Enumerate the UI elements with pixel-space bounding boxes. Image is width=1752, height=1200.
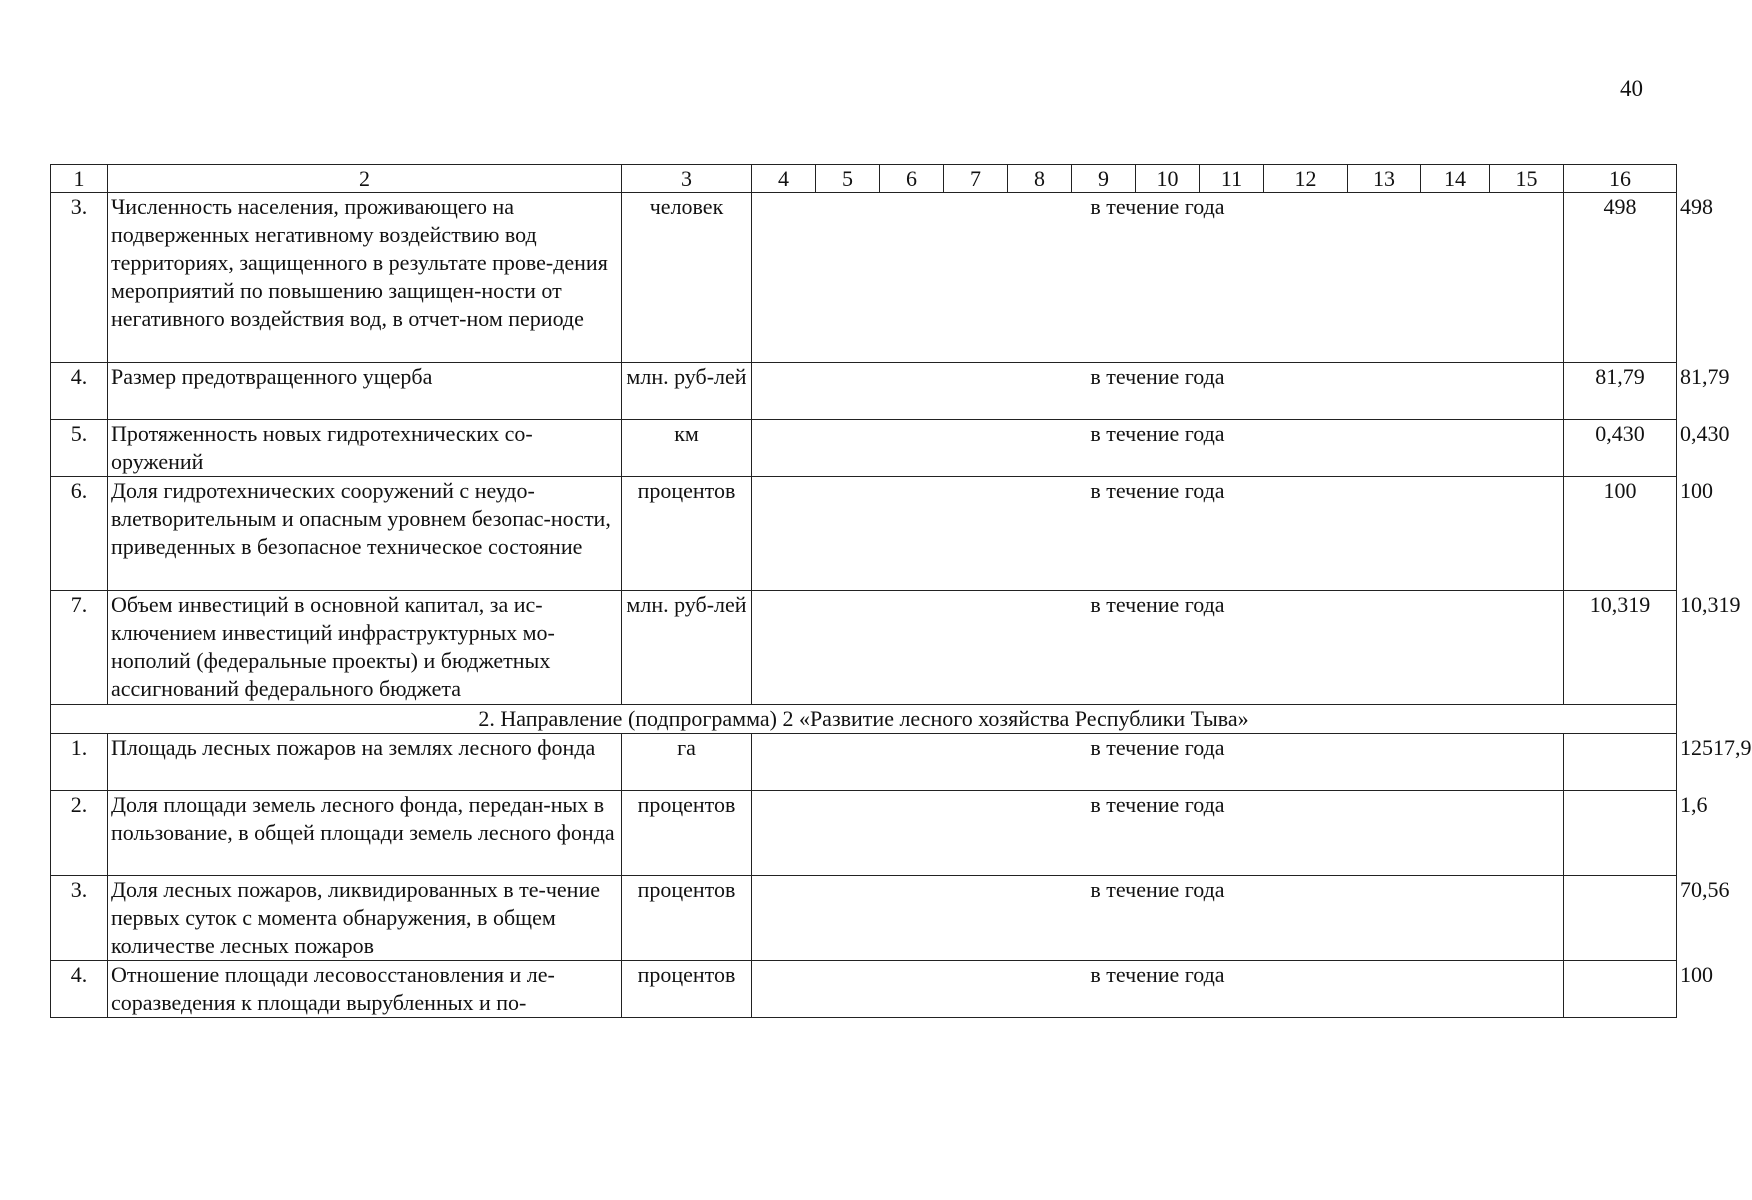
header-cell: 14 [1421, 165, 1490, 193]
period-cell: в течение года [752, 477, 1564, 591]
period-cell: в течение года [752, 961, 1564, 1018]
header-cell: 15 [1490, 165, 1564, 193]
unit-cell: км [622, 420, 752, 477]
value-col15: 81,79 [1564, 363, 1677, 420]
value-col15-empty [1564, 791, 1677, 876]
section-header-row [51, 705, 1677, 734]
table-row: 6. Доля гидротехнических сооружений с неудо-влетворительным и опасным уровнем безопас-ности, приведенных в безопасное техническое состояние процентов в течение года 100 100 [51, 477, 1677, 591]
unit-cell: процентов [622, 961, 752, 1018]
row-number: 1. [51, 734, 108, 791]
period-cell: в течение года [752, 193, 1564, 363]
row-number: 2. [51, 791, 108, 876]
header-cell: 16 [1564, 165, 1677, 193]
table-row: 1. Площадь лесных пожаров на землях лесного фонда га в течение года 12517,9 [51, 734, 1677, 791]
unit-cell: процентов [622, 477, 752, 591]
period-cell: в течение года [752, 363, 1564, 420]
header-cell: 3 [622, 165, 752, 193]
header-cell: 4 [752, 165, 816, 193]
unit-cell: процентов [622, 791, 752, 876]
header-cell: 9 [1072, 165, 1136, 193]
indicator-name: Доля гидротехнических сооружений с неудо-влетворительным и опасным уровнем безопас-ности, приведенных в безопасное техническое состояние [108, 477, 622, 591]
row-number: 6. [51, 477, 108, 591]
row-number: 3. [51, 876, 108, 961]
row-number: 5. [51, 420, 108, 477]
value-col15: 498 [1564, 193, 1677, 363]
indicator-name: Численность населения, проживающего на подверженных негативному воздействию вод территориях, защищенного в результате прове-дения мероприятий по повышению защищен-ности от негативного воздействия вод, в отчет-ном периоде [108, 193, 622, 363]
period-cell: в течение года [752, 734, 1564, 791]
table-header-row [51, 165, 1677, 193]
indicators-table [50, 164, 1752, 1018]
header-cell: 10 [1136, 165, 1200, 193]
period-cell: в течение года [752, 791, 1564, 876]
value-col15: 0,430 [1564, 420, 1677, 477]
table-row: 5. Протяженность новых гидротехнических со-оружений км в течение года 0,430 0,430 [51, 420, 1677, 477]
header-cell: 1 [51, 165, 108, 193]
indicator-name: Площадь лесных пожаров на землях лесного фонда [108, 734, 622, 791]
indicator-name: Протяженность новых гидротехнических со-оружений [108, 420, 622, 477]
header-cell: 8 [1008, 165, 1072, 193]
value-col15-empty [1564, 734, 1677, 791]
table-row: 4. Размер предотвращенного ущерба млн. руб-лей в течение года 81,79 81,79 [51, 363, 1677, 420]
row-number: 3. [51, 193, 108, 363]
value-col15: 100 [1564, 477, 1677, 591]
header-cell: 2 [108, 165, 622, 193]
period-cell: в течение года [752, 591, 1564, 705]
table-row: 2. Доля площади земель лесного фонда, передан-ных в пользование, в общей площади земель лесного фонда процентов в течение года 1,6 [51, 791, 1677, 876]
page-number: 40 [1620, 76, 1643, 101]
value-col15-empty [1564, 876, 1677, 961]
period-cell: в течение года [752, 876, 1564, 961]
header-cell: 6 [880, 165, 944, 193]
row-number: 4. [51, 961, 108, 1018]
unit-cell: человек [622, 193, 752, 363]
table-row: 3. Доля лесных пожаров, ликвидированных в те-чение первых суток с момента обнаружения, в общем количестве лесных пожаров процентов в течение года 70,56 [51, 876, 1677, 961]
indicator-name: Объем инвестиций в основной капитал, за ис-ключением инвестиций инфраструктурных мо-нополий (федеральные проекты) и бюджетных ассигнований федерального бюджета [108, 591, 622, 705]
value-col15-empty [1564, 961, 1677, 1018]
table-row: 3. Численность населения, проживающего на подверженных негативному воздействию вод территориях, защищенного в результате прове-дения мероприятий по повышению защищен-ности от негативного воздействия вод, в отчет-ном периоде человек в течение года 498 498 [51, 193, 1677, 363]
indicator-name: Размер предотвращенного ущерба [108, 363, 622, 420]
value-col15: 10,319 [1564, 591, 1677, 705]
indicator-name: Доля лесных пожаров, ликвидированных в те-чение первых суток с момента обнаружения, в общем количестве лесных пожаров [108, 876, 622, 961]
row-number: 4. [51, 363, 108, 420]
header-cell: 7 [944, 165, 1008, 193]
indicator-name: Отношение площади лесовосстановления и ле-соразведения к площади вырубленных и по- [108, 961, 622, 1018]
period-cell: в течение года [752, 420, 1564, 477]
header-cell: 12 [1264, 165, 1348, 193]
unit-cell: млн. руб-лей [622, 363, 752, 420]
unit-cell: га [622, 734, 752, 791]
header-cell: 5 [816, 165, 880, 193]
row-number: 7. [51, 591, 108, 705]
table-row: 4. Отношение площади лесовосстановления и ле-соразведения к площади вырубленных и по- процентов в течение года 100 [51, 961, 1677, 1018]
indicator-name: Доля площади земель лесного фонда, передан-ных в пользование, в общей площади земель лесного фонда [108, 791, 622, 876]
section-title: 2. Направление (подпрограмма) 2 «Развитие лесного хозяйства Республики Тыва» [51, 705, 1677, 734]
unit-cell: процентов [622, 876, 752, 961]
table-row: 7. Объем инвестиций в основной капитал, за ис-ключением инвестиций инфраструктурных мо-нополий (федеральные проекты) и бюджетных ассигнований федерального бюджета млн. руб-лей в течение года 10,319 10,319 [51, 591, 1677, 705]
header-cell: 13 [1348, 165, 1421, 193]
unit-cell: млн. руб-лей [622, 591, 752, 705]
header-cell: 11 [1200, 165, 1264, 193]
